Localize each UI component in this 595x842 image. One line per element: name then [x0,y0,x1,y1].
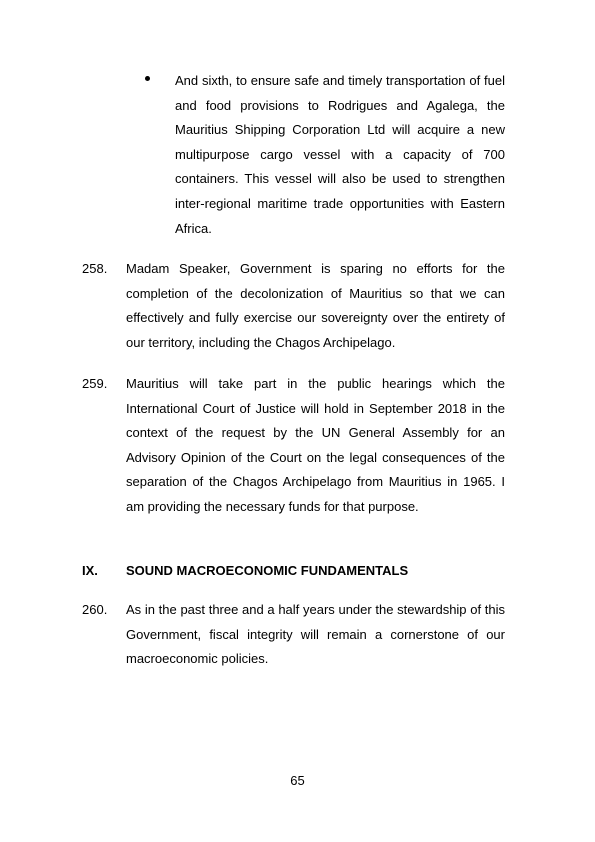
section-number: IX. [82,563,98,578]
bullet-text: And sixth, to ensure safe and timely transportation of fuel and food provisions to Rodrigues and Agalega, the Mauritius Shipping Corporation Ltd will acquire a new multipurpose cargo vessel with a capacity of 700 containers. This vessel will also be used to strengthen inter-regional maritime trade opportunities with Eastern Africa. [175,73,505,236]
paragraph-text: Mauritius will take part in the public hearings which the International Court of Justice will hold in September 2018 in the context of the request by the UN General Assembly for an Advisory Opinion of the Court on the legal consequences of the separation of the Chagos Archipelago from Mauritius in 1965. I am providing the necessary funds for that purpose. [126,376,505,514]
paragraph-number: 260. [82,602,108,617]
page-number: 65 [290,773,305,788]
paragraph-number: 258. [82,261,108,276]
bullet-dot-icon [145,76,150,81]
section-title: SOUND MACROECONOMIC FUNDAMENTALS [126,563,409,578]
paragraph-number: 259. [82,376,108,391]
paragraph-text: As in the past three and a half years under the stewardship of this Government, fiscal integrity will remain a cornerstone of our macroeconomic policies. [126,602,505,667]
paragraph-text: Madam Speaker, Government is sparing no efforts for the completion of the decolonization of Mauritius so that we can effectively and fully exercise our sovereignty over the entirety of our territory, including the Chagos Archipelago. [126,261,505,350]
